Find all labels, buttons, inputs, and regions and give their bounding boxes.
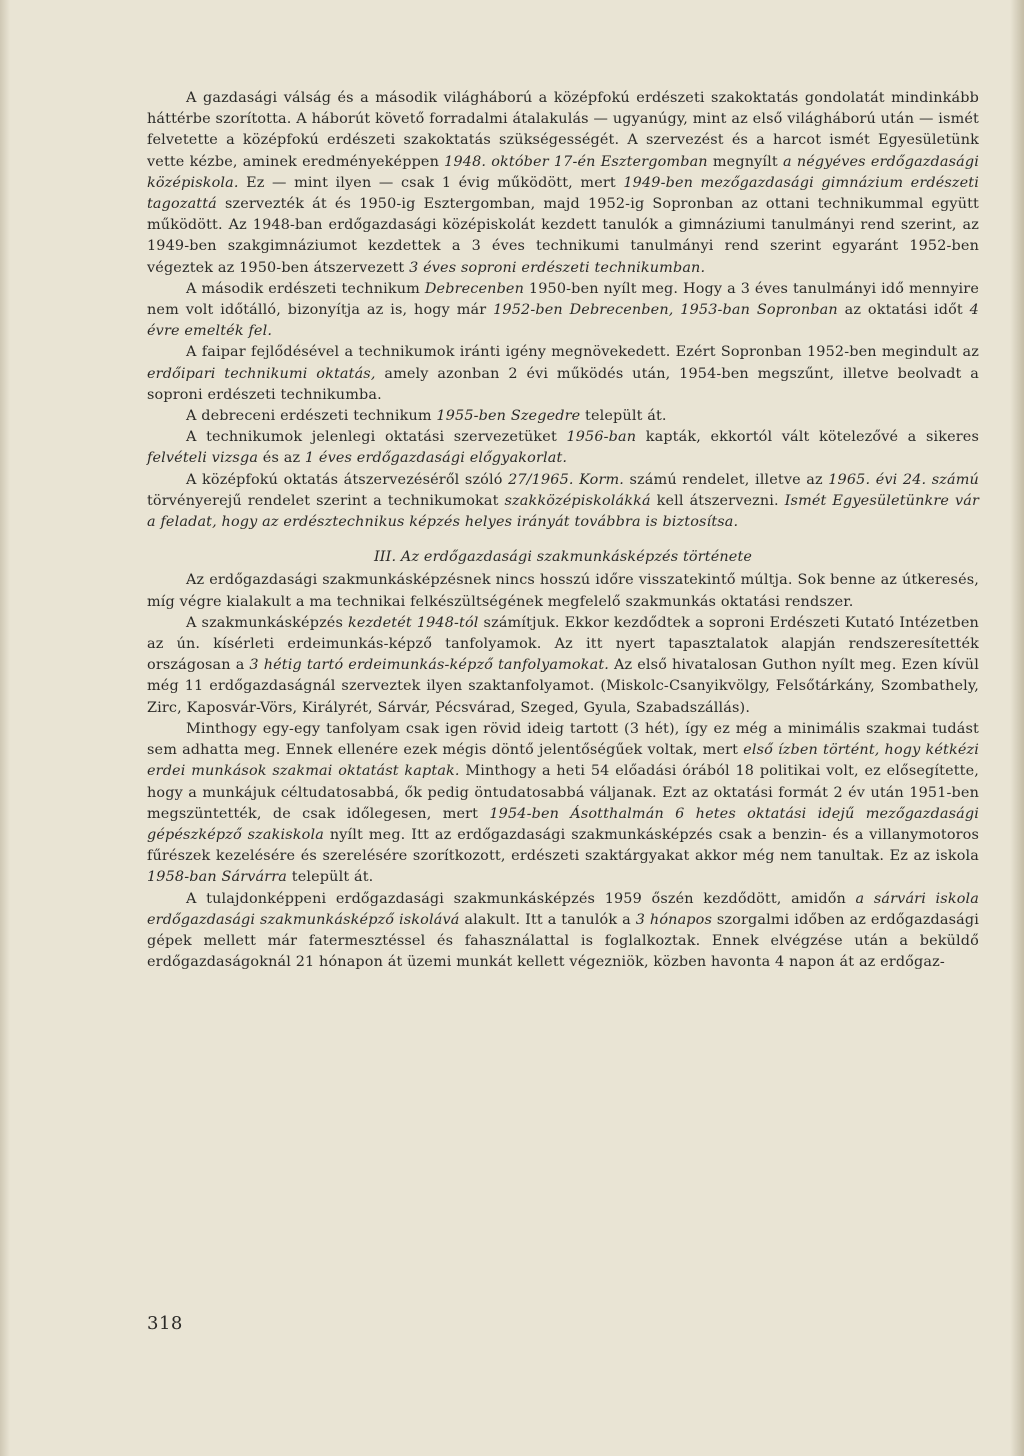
italic-run: 3 éves soproni erdészeti technikumban. — [409, 259, 706, 276]
italic-run: 1949-ben mezőgazdasági gimnázium erdészeti tagozattá — [147, 174, 979, 213]
italic-run: felvételi vizsga — [147, 450, 259, 467]
text-run: törvényerejű rendelet szerint a technikumokat — [147, 492, 505, 509]
text-run: A második erdészeti technikum — [186, 280, 425, 297]
text-run: alakult. Itt a tanulók a — [459, 911, 636, 928]
italic-run: kezdetét 1948-tól — [348, 614, 479, 631]
paragraph — [147, 279, 979, 343]
paragraph — [147, 889, 979, 974]
text-run: Minthogy egy-egy tanfolyam csak igen rövid ideig tartott (3 hét), így ez még a minimális szakmai tudást sem adhatta meg. Ennek ellenére ezek mégis döntő jelentőségűek voltak, mert — [147, 720, 979, 759]
text-run: A faipar fejlődésével a technikumok iránti igény megnövekedett. Ezért Sopronban 1952-ben megindult az — [186, 344, 979, 361]
text-run: 1950-ben nyílt meg. Hogy a 3 éves tanulmányi idő mennyire nem volt időtálló, bizonyítja az is, hogy már — [147, 280, 979, 319]
italic-run: a sárvári iskola erdőgazdasági szakmunkásképző iskolává — [147, 890, 980, 928]
text-run: és az — [258, 450, 305, 467]
paragraph — [147, 427, 979, 469]
text-run: települt át. — [287, 869, 374, 886]
section-3-body — [147, 570, 979, 973]
text-run: A középfokú oktatás átszervezéséről szóló — [186, 471, 509, 488]
italic-run: 3 hónapos — [635, 911, 713, 928]
section-heading: III. Az erdőgazdasági szakmunkásképzés története — [373, 549, 753, 566]
italic-run: Ismét Egyesületünkre vár a feladat, hogy az erdésztechnikus képzés helyes irányát továbbra is biztosítsa. — [147, 492, 979, 531]
text-run: az oktatási időt — [837, 302, 970, 319]
text-run: települt át. — [580, 408, 667, 425]
paragraph — [147, 406, 979, 427]
italic-run: 4 évre emelték fel. — [147, 302, 979, 340]
italic-run: 1 éves erdőgazdasági előgyakorlat. — [304, 450, 568, 467]
paragraph — [147, 719, 979, 889]
italic-run: Debrecenben — [424, 280, 525, 297]
italic-run: 27/1965. Korm. — [508, 471, 625, 488]
text-run: nyílt meg. Itt az erdőgazdasági szakmunkásképzés csak a benzin- és a villanymotoros fűrészek kezelésére és szerelésére szorítkozott, erdészeti szaktárgyakat akkor még nem tanultak. Ez az iskola — [147, 826, 980, 865]
page-edge-right — [1010, 0, 1024, 1456]
italic-run: 1958-ban Sárvárra — [147, 869, 288, 886]
text-run: A tulajdonképpeni erdőgazdasági szakmunkásképzés 1959 őszén kezdődött, amidőn — [186, 890, 856, 907]
text-run: Az első hivatalosan Guthon nyílt meg. Ezen kívül még 11 erdőgazdaságnál szerveztek ilyen szaktanfolyamot. (Miskolc-Csanyikvölgy, Felsőtárkány, Szombathely, Zirc, Kaposvár-Vörs, Királyrét, Sárvár, Pécsvárad, Szeged, Gyula, Szabadszállás). — [147, 657, 979, 716]
paragraph — [147, 613, 979, 719]
text-run: szervezték át és 1950-ig Esztergomban, majd 1952-ig Sopronban az ottani technikummal együtt működött. Az 1948-ban erdőgazdasági középiskolát kezdett tanulók a gimnáziumi tanulmányi rend szerint, az 1949-ben szakgimnáziumot kezdettek a 3 éves technikumi tanulmányi rend szerint egyaránt 1952-ben végeztek az 1950-ben átszervezett — [147, 196, 979, 276]
text-run: kell átszervezni. — [650, 492, 785, 509]
text-column — [147, 88, 979, 973]
italic-run: első ízben történt, hogy kétkézi erdei munkások szakmai oktatást kaptak. — [147, 742, 979, 780]
italic-run: 1955-ben Szegedre — [436, 408, 581, 425]
paragraph — [147, 88, 979, 279]
text-run: számítjuk. Ekkor kezdődtek a soproni Erdészeti Kutató Intézetben az ún. kísérleti erdeimunkás-képző tanfolyamok. Az itt nyert tapasztalatok alapján rendszeresítették országosan a — [147, 614, 979, 674]
text-run: A technikumok jelenlegi oktatási szervezetüket — [186, 429, 567, 446]
italic-run: szakközépiskolákká — [504, 492, 651, 509]
page-number: 318 — [147, 1313, 183, 1334]
italic-run: a négyéves erdőgazdasági középiskola. — [147, 153, 979, 191]
text-run: Az erdőgazdasági szakmunkásképzésnek nincs hosszú időre visszatekintő múltja. Sok benne az útkeresés, míg végre kialakult a ma technikai felkészültségének megfelelő szakmunkás oktatási rendszer. — [147, 572, 979, 610]
text-run: kapták, ekkortól vált kötelezővé a sikeres — [636, 429, 979, 446]
paragraph — [147, 470, 979, 534]
italic-run: 3 hétig tartó erdeimunkás-képző tanfolyamokat. — [249, 657, 609, 674]
text-run: számú rendelet, illetve az — [624, 471, 829, 488]
italic-run: 1948. október 17-én Esztergomban — [444, 153, 708, 170]
page-edge-left — [0, 0, 10, 1456]
text-run: A debreceni erdészeti technikum — [186, 408, 437, 425]
section-2-body — [147, 88, 979, 533]
text-run: A gazdasági válság és a második világháború a középfokú erdészeti szakoktatás gondolatát mindinkább háttérbe szorította. A háborút követő forradalmi átalakulás — ugyanúgy, mint az első világháború után — ismét felvetette a középfokú erdészeti szakoktatás szükségességét. A szervezést és a harcot ismét Egyesületünk vette kézbe, aminek eredményeképpen — [147, 90, 979, 170]
text-run: Ez — mint ilyen — csak 1 évig működött, mert — [238, 174, 624, 191]
text-run: megnyílt — [707, 153, 783, 170]
text-run: A szakmunkásképzés — [186, 614, 348, 631]
text-run: amely azonban 2 évi működés után, 1954-ben megszűnt, illetve beolvadt a soproni erdészeti technikumba. — [147, 365, 979, 403]
italic-run: erdőipari technikumi oktatás, — [147, 365, 376, 382]
paragraph — [147, 342, 979, 406]
italic-run: 1956-ban — [566, 429, 637, 446]
text-run: Minthogy a heti 54 előadási órából 18 politikai volt, ez elősegítette, hogy a munkájuk céltudatosabbá, ők pedig öntudatosabbá váljanak. Ezt az oktatási formát 2 év után 1951-ben megszüntették, de csak időlegesen, mert — [147, 763, 979, 822]
italic-run: 1965. évi 24. számú — [828, 471, 979, 488]
paragraph — [147, 570, 979, 612]
text-run: szorgalmi időben az erdőgazdasági gépek mellett már fatermesztéssel és fahasználattal is foglalkoztak. Ennek elvégzése után a beküldő erdőgazdaságoknál 21 hónapon át üzemi munkát kellett végezniök, közben havonta 4 napon át az erdőgaz- — [147, 911, 980, 971]
italic-run: 1954-ben Ásotthalmán 6 hetes oktatási idejű mezőgazdasági gépészképző szakiskola — [147, 805, 979, 843]
italic-run: 1952-ben Debrecenben, 1953-ban Sopronban — [493, 302, 838, 319]
